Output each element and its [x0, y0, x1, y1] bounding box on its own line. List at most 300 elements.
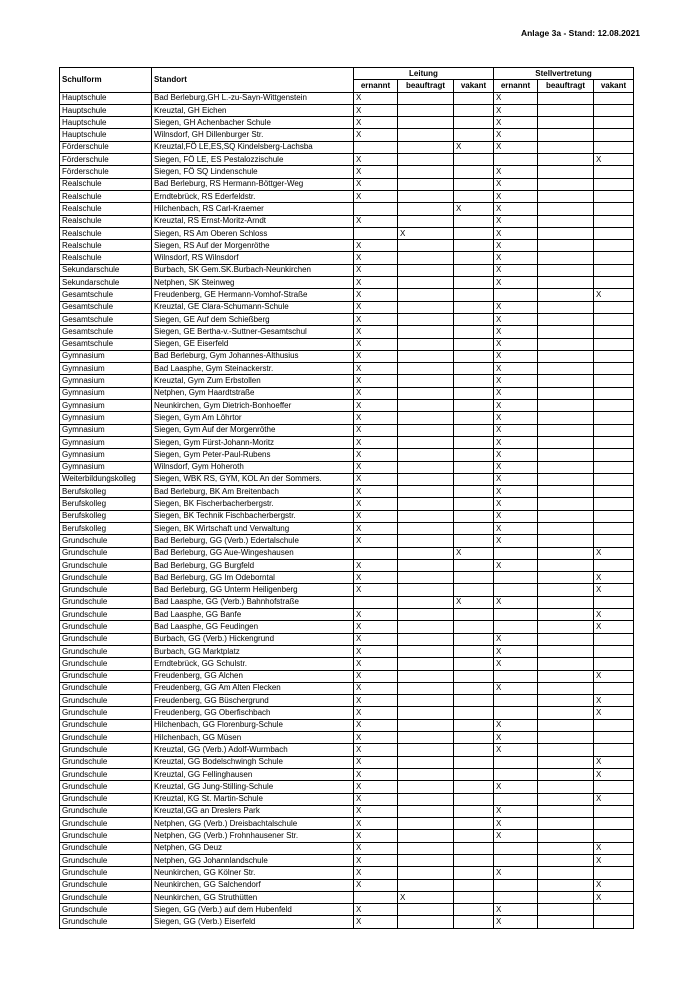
cell-standort: Kreuztal, GE Clara-Schumann-Schule: [152, 301, 354, 313]
cell-leitung-vakant: [454, 670, 494, 682]
table-row: [60, 215, 634, 227]
cell-schulform: Grundschule: [60, 818, 152, 830]
cell-leitung-ernannt: X: [354, 621, 398, 633]
cell-stellv-beauftragt: [538, 535, 594, 547]
cell-stellv-vakant: [594, 904, 634, 916]
table-row: [60, 486, 634, 498]
cell-stellv-vakant: [594, 264, 634, 276]
cell-leitung-vakant: [454, 473, 494, 485]
header-stellv-ernannt: ernannt: [494, 80, 538, 92]
cell-stellv-beauftragt: [538, 289, 594, 301]
cell-schulform: Grundschule: [60, 891, 152, 903]
table-row: [60, 326, 634, 338]
table-row: [60, 891, 634, 903]
cell-leitung-beauftragt: [398, 498, 454, 510]
cell-stellv-beauftragt: [538, 805, 594, 817]
cell-standort: Kreuztal, GG (Verb.) Adolf-Wurmbach: [152, 744, 354, 756]
cell-leitung-ernannt: X: [354, 670, 398, 682]
table-row: [60, 363, 634, 375]
cell-leitung-vakant: [454, 645, 494, 657]
cell-leitung-beauftragt: [398, 818, 454, 830]
table-row: [60, 436, 634, 448]
cell-leitung-beauftragt: [398, 658, 454, 670]
cell-stellv-ernannt: [494, 584, 538, 596]
cell-leitung-ernannt: X: [354, 486, 398, 498]
cell-standort: Netphen, GG (Verb.) Frohnhausener Str.: [152, 830, 354, 842]
cell-schulform: Gesamtschule: [60, 289, 152, 301]
cell-standort: Kreuztal, GH Eichen: [152, 104, 354, 116]
table-row: [60, 190, 634, 202]
cell-leitung-vakant: [454, 732, 494, 744]
cell-stellv-beauftragt: [538, 141, 594, 153]
cell-schulform: Grundschule: [60, 879, 152, 891]
cell-schulform: Berufskolleg: [60, 498, 152, 510]
cell-leitung-beauftragt: [398, 264, 454, 276]
cell-stellv-beauftragt: [538, 104, 594, 116]
cell-leitung-beauftragt: [398, 781, 454, 793]
cell-schulform: Förderschule: [60, 141, 152, 153]
cell-leitung-ernannt: X: [354, 805, 398, 817]
cell-stellv-ernannt: X: [494, 535, 538, 547]
cell-schulform: Grundschule: [60, 732, 152, 744]
cell-schulform: Gymnasium: [60, 375, 152, 387]
cell-leitung-vakant: [454, 756, 494, 768]
cell-stellv-beauftragt: [538, 436, 594, 448]
header-stellvertretung: Stellvertretung: [494, 68, 634, 80]
table-row: [60, 768, 634, 780]
cell-schulform: Grundschule: [60, 707, 152, 719]
cell-leitung-ernannt: X: [354, 522, 398, 534]
cell-leitung-ernannt: X: [354, 252, 398, 264]
cell-leitung-ernannt: [354, 203, 398, 215]
cell-stellv-beauftragt: [538, 658, 594, 670]
cell-standort: Siegen, FÖ LE, ES Pestalozzischule: [152, 154, 354, 166]
cell-standort: Bad Berleburg,GH L.-zu-Sayn-Wittgenstein: [152, 92, 354, 104]
cell-stellv-beauftragt: [538, 830, 594, 842]
cell-stellv-vakant: [594, 473, 634, 485]
cell-leitung-vakant: [454, 178, 494, 190]
cell-stellv-ernannt: X: [494, 867, 538, 879]
cell-stellv-ernannt: X: [494, 830, 538, 842]
table-row: [60, 92, 634, 104]
cell-leitung-ernannt: X: [354, 92, 398, 104]
table-row: [60, 203, 634, 215]
cell-leitung-vakant: [454, 535, 494, 547]
cell-standort: Bad Laasphe, GG Feudingen: [152, 621, 354, 633]
cell-schulform: Realschule: [60, 215, 152, 227]
cell-stellv-vakant: [594, 486, 634, 498]
cell-stellv-ernannt: X: [494, 129, 538, 141]
cell-leitung-vakant: [454, 719, 494, 731]
cell-schulform: Hauptschule: [60, 92, 152, 104]
cell-stellv-vakant: [594, 510, 634, 522]
cell-schulform: Sekundarschule: [60, 277, 152, 289]
table-row: [60, 842, 634, 854]
cell-leitung-beauftragt: [398, 387, 454, 399]
cell-leitung-vakant: [454, 92, 494, 104]
cell-stellv-ernannt: X: [494, 166, 538, 178]
cell-stellv-ernannt: X: [494, 522, 538, 534]
header-leitung-beauftragt: beauftragt: [398, 80, 454, 92]
table-row: [60, 572, 634, 584]
table-row: [60, 424, 634, 436]
cell-stellv-ernannt: [494, 547, 538, 559]
cell-standort: Kreuztal, GG Fellinghausen: [152, 768, 354, 780]
cell-standort: Neunkirchen, GG Salchendorf: [152, 879, 354, 891]
table-row: [60, 522, 634, 534]
cell-leitung-beauftragt: [398, 682, 454, 694]
cell-leitung-vakant: [454, 387, 494, 399]
cell-leitung-ernannt: X: [354, 449, 398, 461]
cell-leitung-vakant: [454, 744, 494, 756]
cell-leitung-beauftragt: [398, 154, 454, 166]
table-row: [60, 154, 634, 166]
cell-leitung-ernannt: X: [354, 166, 398, 178]
table-row: [60, 252, 634, 264]
cell-stellv-beauftragt: [538, 904, 594, 916]
cell-schulform: Grundschule: [60, 830, 152, 842]
cell-leitung-beauftragt: [398, 609, 454, 621]
cell-stellv-vakant: [594, 400, 634, 412]
cell-stellv-vakant: [594, 732, 634, 744]
cell-stellv-ernannt: X: [494, 326, 538, 338]
cell-leitung-vakant: X: [454, 547, 494, 559]
cell-schulform: Grundschule: [60, 682, 152, 694]
cell-leitung-beauftragt: [398, 830, 454, 842]
cell-leitung-vakant: [454, 104, 494, 116]
cell-leitung-vakant: [454, 289, 494, 301]
cell-leitung-beauftragt: [398, 621, 454, 633]
table-row: [60, 645, 634, 657]
cell-stellv-vakant: [594, 215, 634, 227]
cell-stellv-vakant: [594, 744, 634, 756]
cell-stellv-beauftragt: [538, 449, 594, 461]
header-leitung-ernannt: ernannt: [354, 80, 398, 92]
cell-stellv-beauftragt: [538, 793, 594, 805]
cell-schulform: Grundschule: [60, 855, 152, 867]
cell-leitung-ernannt: X: [354, 375, 398, 387]
cell-stellv-vakant: X: [594, 289, 634, 301]
cell-leitung-vakant: X: [454, 596, 494, 608]
cell-stellv-ernannt: X: [494, 363, 538, 375]
cell-leitung-ernannt: X: [354, 584, 398, 596]
cell-stellv-vakant: [594, 338, 634, 350]
cell-leitung-vakant: [454, 867, 494, 879]
cell-leitung-ernannt: X: [354, 400, 398, 412]
cell-stellv-beauftragt: [538, 547, 594, 559]
cell-leitung-ernannt: X: [354, 744, 398, 756]
cell-leitung-ernannt: X: [354, 498, 398, 510]
cell-stellv-beauftragt: [538, 264, 594, 276]
cell-leitung-ernannt: X: [354, 154, 398, 166]
cell-schulform: Gymnasium: [60, 412, 152, 424]
header-schulform: Schulform: [60, 68, 152, 93]
cell-stellv-beauftragt: [538, 559, 594, 571]
cell-standort: Erndtebrück, GG Schulstr.: [152, 658, 354, 670]
cell-stellv-beauftragt: [538, 363, 594, 375]
cell-leitung-vakant: [454, 879, 494, 891]
cell-schulform: Grundschule: [60, 744, 152, 756]
cell-standort: Siegen, GE Auf dem Schießberg: [152, 313, 354, 325]
cell-leitung-beauftragt: [398, 289, 454, 301]
cell-stellv-vakant: [594, 535, 634, 547]
cell-stellv-beauftragt: [538, 682, 594, 694]
cell-standort: Freudenberg, GG Oberfischbach: [152, 707, 354, 719]
table-row: [60, 867, 634, 879]
cell-leitung-vakant: [454, 461, 494, 473]
cell-leitung-ernannt: [354, 596, 398, 608]
cell-stellv-beauftragt: [538, 719, 594, 731]
cell-stellv-beauftragt: [538, 781, 594, 793]
table-row: [60, 264, 634, 276]
cell-leitung-vakant: [454, 510, 494, 522]
cell-standort: Burbach, SK Gem.SK.Burbach-Neunkirchen: [152, 264, 354, 276]
cell-stellv-vakant: [594, 92, 634, 104]
cell-schulform: Gymnasium: [60, 461, 152, 473]
cell-stellv-beauftragt: [538, 498, 594, 510]
cell-leitung-beauftragt: [398, 400, 454, 412]
cell-stellv-ernannt: X: [494, 350, 538, 362]
table-row: [60, 682, 634, 694]
cell-leitung-beauftragt: [398, 449, 454, 461]
cell-stellv-beauftragt: [538, 387, 594, 399]
cell-stellv-vakant: [594, 178, 634, 190]
cell-leitung-beauftragt: [398, 670, 454, 682]
table-row: [60, 412, 634, 424]
cell-standort: Netphen, GG Johannlandschule: [152, 855, 354, 867]
cell-leitung-vakant: [454, 154, 494, 166]
cell-leitung-beauftragt: [398, 768, 454, 780]
cell-leitung-vakant: [454, 449, 494, 461]
cell-leitung-ernannt: X: [354, 842, 398, 854]
cell-leitung-beauftragt: [398, 313, 454, 325]
cell-stellv-beauftragt: [538, 879, 594, 891]
cell-schulform: Grundschule: [60, 645, 152, 657]
cell-stellv-vakant: X: [594, 621, 634, 633]
header-leitung: Leitung: [354, 68, 494, 80]
cell-leitung-vakant: [454, 277, 494, 289]
cell-leitung-beauftragt: [398, 473, 454, 485]
cell-leitung-vakant: [454, 842, 494, 854]
cell-leitung-ernannt: [354, 227, 398, 239]
cell-stellv-beauftragt: [538, 412, 594, 424]
cell-stellv-vakant: [594, 719, 634, 731]
cell-stellv-vakant: X: [594, 842, 634, 854]
cell-standort: Hilchenbach, RS Carl-Kraemer: [152, 203, 354, 215]
cell-stellv-vakant: [594, 818, 634, 830]
cell-leitung-vakant: [454, 830, 494, 842]
cell-standort: Freudenberg, GG Alchen: [152, 670, 354, 682]
cell-standort: Burbach, GG Marktplatz: [152, 645, 354, 657]
cell-stellv-beauftragt: [538, 313, 594, 325]
cell-stellv-beauftragt: [538, 596, 594, 608]
cell-standort: Netphen, Gym Haardtstraße: [152, 387, 354, 399]
cell-leitung-beauftragt: [398, 805, 454, 817]
cell-stellv-ernannt: X: [494, 424, 538, 436]
cell-leitung-ernannt: X: [354, 695, 398, 707]
cell-stellv-vakant: [594, 350, 634, 362]
cell-stellv-ernannt: X: [494, 596, 538, 608]
cell-stellv-beauftragt: [538, 240, 594, 252]
table-row: [60, 670, 634, 682]
cell-stellv-beauftragt: [538, 473, 594, 485]
cell-stellv-ernannt: [494, 855, 538, 867]
cell-leitung-ernannt: X: [354, 732, 398, 744]
table-row: [60, 793, 634, 805]
cell-stellv-vakant: X: [594, 154, 634, 166]
cell-stellv-ernannt: X: [494, 227, 538, 239]
cell-leitung-ernannt: X: [354, 313, 398, 325]
cell-stellv-beauftragt: [538, 166, 594, 178]
cell-leitung-beauftragt: [398, 596, 454, 608]
cell-standort: Bad Berleburg, GG Im Odeborntal: [152, 572, 354, 584]
cell-leitung-ernannt: X: [354, 338, 398, 350]
cell-stellv-vakant: [594, 522, 634, 534]
cell-leitung-ernannt: X: [354, 363, 398, 375]
cell-stellv-vakant: [594, 313, 634, 325]
cell-leitung-vakant: [454, 301, 494, 313]
table-row: [60, 904, 634, 916]
cell-stellv-ernannt: [494, 842, 538, 854]
cell-leitung-beauftragt: [398, 633, 454, 645]
cell-stellv-vakant: X: [594, 855, 634, 867]
cell-stellv-ernannt: X: [494, 277, 538, 289]
cell-stellv-beauftragt: [538, 584, 594, 596]
cell-stellv-beauftragt: [538, 178, 594, 190]
cell-schulform: Hauptschule: [60, 104, 152, 116]
cell-leitung-beauftragt: [398, 793, 454, 805]
table-row: [60, 289, 634, 301]
cell-schulform: Grundschule: [60, 695, 152, 707]
cell-standort: Kreuztal, GG Jung-Stilling-Schule: [152, 781, 354, 793]
cell-standort: Kreuztal,FÖ LE,ES,SQ Kindelsberg-Lachsba: [152, 141, 354, 153]
cell-leitung-beauftragt: X: [398, 227, 454, 239]
cell-leitung-beauftragt: [398, 707, 454, 719]
cell-stellv-ernannt: X: [494, 400, 538, 412]
cell-stellv-ernannt: X: [494, 141, 538, 153]
cell-leitung-vakant: [454, 621, 494, 633]
cell-stellv-beauftragt: [538, 154, 594, 166]
cell-leitung-ernannt: [354, 547, 398, 559]
cell-leitung-vakant: [454, 609, 494, 621]
cell-leitung-vakant: [454, 338, 494, 350]
cell-schulform: Gymnasium: [60, 449, 152, 461]
cell-stellv-vakant: [594, 277, 634, 289]
cell-stellv-beauftragt: [538, 203, 594, 215]
staffing-table: [59, 67, 634, 929]
cell-stellv-vakant: [594, 867, 634, 879]
cell-leitung-vakant: [454, 350, 494, 362]
cell-stellv-ernannt: X: [494, 190, 538, 202]
cell-stellv-ernannt: [494, 572, 538, 584]
cell-standort: Bad Berleburg, RS Hermann-Böttger-Weg: [152, 178, 354, 190]
cell-leitung-vakant: [454, 166, 494, 178]
cell-standort: Siegen, WBK RS, GYM, KOL An der Sommers.: [152, 473, 354, 485]
cell-leitung-ernannt: X: [354, 535, 398, 547]
table-row: [60, 461, 634, 473]
table-row: [60, 129, 634, 141]
cell-stellv-vakant: X: [594, 793, 634, 805]
cell-leitung-vakant: [454, 117, 494, 129]
cell-leitung-vakant: [454, 375, 494, 387]
cell-leitung-beauftragt: [398, 732, 454, 744]
cell-schulform: Grundschule: [60, 867, 152, 879]
cell-stellv-beauftragt: [538, 350, 594, 362]
table-row: [60, 227, 634, 239]
cell-stellv-beauftragt: [538, 818, 594, 830]
cell-stellv-vakant: [594, 596, 634, 608]
cell-schulform: Grundschule: [60, 633, 152, 645]
cell-standort: Siegen, BK Technik Fischbacherbergstr.: [152, 510, 354, 522]
cell-leitung-vakant: [454, 805, 494, 817]
cell-schulform: Berufskolleg: [60, 486, 152, 498]
cell-standort: Erndtebrück, RS Ederfeldstr.: [152, 190, 354, 202]
table-row: [60, 338, 634, 350]
cell-leitung-ernannt: X: [354, 682, 398, 694]
cell-schulform: Grundschule: [60, 584, 152, 596]
table-row: [60, 375, 634, 387]
cell-leitung-vakant: [454, 400, 494, 412]
cell-leitung-vakant: [454, 129, 494, 141]
cell-leitung-ernannt: X: [354, 301, 398, 313]
cell-schulform: Gesamtschule: [60, 313, 152, 325]
cell-leitung-beauftragt: [398, 190, 454, 202]
cell-leitung-vakant: [454, 891, 494, 903]
cell-schulform: Grundschule: [60, 916, 152, 928]
cell-stellv-ernannt: X: [494, 412, 538, 424]
cell-leitung-ernannt: X: [354, 129, 398, 141]
cell-leitung-ernannt: [354, 141, 398, 153]
cell-stellv-beauftragt: [538, 461, 594, 473]
cell-stellv-beauftragt: [538, 732, 594, 744]
cell-schulform: Grundschule: [60, 781, 152, 793]
cell-leitung-beauftragt: [398, 867, 454, 879]
table-row: [60, 633, 634, 645]
cell-standort: Siegen, GE Eiserfeld: [152, 338, 354, 350]
cell-schulform: Realschule: [60, 240, 152, 252]
cell-standort: Freudenberg, GG Am Alten Flecken: [152, 682, 354, 694]
cell-schulform: Gymnasium: [60, 424, 152, 436]
cell-standort: Bad Berleburg, GG Burgfeld: [152, 559, 354, 571]
cell-stellv-vakant: [594, 412, 634, 424]
cell-stellv-ernannt: X: [494, 117, 538, 129]
cell-leitung-ernannt: X: [354, 756, 398, 768]
cell-schulform: Realschule: [60, 252, 152, 264]
cell-standort: Kreuztal, GG Bodelschwingh Schule: [152, 756, 354, 768]
cell-stellv-vakant: X: [594, 695, 634, 707]
cell-leitung-ernannt: X: [354, 818, 398, 830]
cell-standort: Siegen, Gym Auf der Morgenröthe: [152, 424, 354, 436]
cell-stellv-ernannt: [494, 289, 538, 301]
cell-stellv-beauftragt: [538, 522, 594, 534]
cell-stellv-vakant: [594, 141, 634, 153]
cell-leitung-vakant: [454, 190, 494, 202]
table-row: [60, 277, 634, 289]
cell-leitung-ernannt: X: [354, 904, 398, 916]
cell-schulform: Realschule: [60, 190, 152, 202]
cell-leitung-beauftragt: [398, 572, 454, 584]
cell-standort: Kreuztal, RS Ernst-Moritz-Arndt: [152, 215, 354, 227]
cell-leitung-ernannt: X: [354, 277, 398, 289]
cell-leitung-beauftragt: [398, 326, 454, 338]
cell-schulform: Grundschule: [60, 842, 152, 854]
cell-leitung-beauftragt: [398, 215, 454, 227]
table-row: [60, 719, 634, 731]
cell-leitung-ernannt: X: [354, 572, 398, 584]
cell-leitung-ernannt: X: [354, 326, 398, 338]
cell-stellv-beauftragt: [538, 768, 594, 780]
cell-leitung-ernannt: X: [354, 879, 398, 891]
